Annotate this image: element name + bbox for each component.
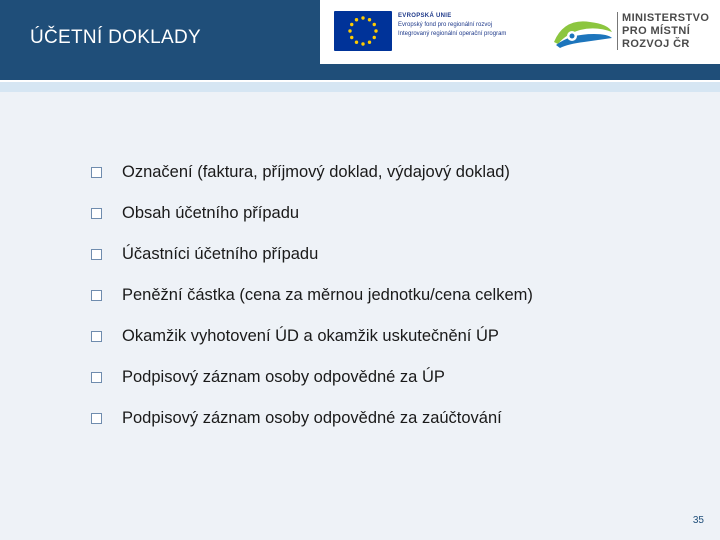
square-bullet-icon xyxy=(91,331,102,342)
eu-star xyxy=(374,29,377,32)
eu-star xyxy=(355,41,358,44)
list-item-text: Okamžik vyhotovení ÚD a okamžik uskutečnění ÚP xyxy=(122,327,499,345)
square-bullet-icon xyxy=(91,372,102,383)
ministry-line-2: PRO MÍSTNÍ xyxy=(622,25,691,37)
list-item-text: Účastníci účetního případu xyxy=(122,245,319,263)
square-bullet-icon xyxy=(91,290,102,301)
logo-panel xyxy=(320,0,720,64)
page-number: 35 xyxy=(692,515,704,526)
list-item-text: Podpisový záznam osoby odpovědné za zaúčtování xyxy=(122,409,502,427)
eu-star xyxy=(361,16,364,19)
eu-star xyxy=(355,18,358,21)
eu-star xyxy=(361,42,364,45)
eu-program-line: Integrovaný regionální operační program xyxy=(398,31,507,37)
ministry-logo-text xyxy=(622,12,709,51)
ministry-emblem-icon xyxy=(550,12,616,50)
list-item-text: Peněžní částka (cena za měrnou jednotku/cena celkem) xyxy=(122,286,533,304)
ministry-line-3: ROZVOJ ČR xyxy=(622,38,690,50)
square-bullet-icon xyxy=(91,167,102,178)
eu-logo-text xyxy=(398,12,548,39)
ministry-divider xyxy=(617,12,618,50)
eu-star xyxy=(373,23,376,26)
eu-star xyxy=(368,18,371,21)
header-stripe xyxy=(0,82,720,92)
ministry-line-1: MINISTERSTVO xyxy=(622,12,710,24)
eu-fund-line: Evropský fond pro regionální rozvoj xyxy=(398,22,493,28)
list-item-text: Označení (faktura, příjmový doklad, výdajový doklad) xyxy=(122,163,510,181)
eu-name: EVROPSKÁ UNIE xyxy=(398,13,452,19)
eu-star xyxy=(350,23,353,26)
eu-star xyxy=(348,29,351,32)
square-bullet-icon xyxy=(91,208,102,219)
eu-star xyxy=(350,36,353,39)
square-bullet-icon xyxy=(91,249,102,260)
square-bullet-icon xyxy=(91,413,102,424)
content-area xyxy=(0,92,720,540)
eu-star xyxy=(373,36,376,39)
slide-title: ÚČETNÍ DOKLADY xyxy=(30,27,202,48)
list-item-text: Podpisový záznam osoby odpovědné za ÚP xyxy=(122,368,445,386)
list-item-text: Obsah účetního případu xyxy=(122,204,300,222)
eu-flag-icon xyxy=(334,11,392,51)
eu-star xyxy=(368,41,371,44)
